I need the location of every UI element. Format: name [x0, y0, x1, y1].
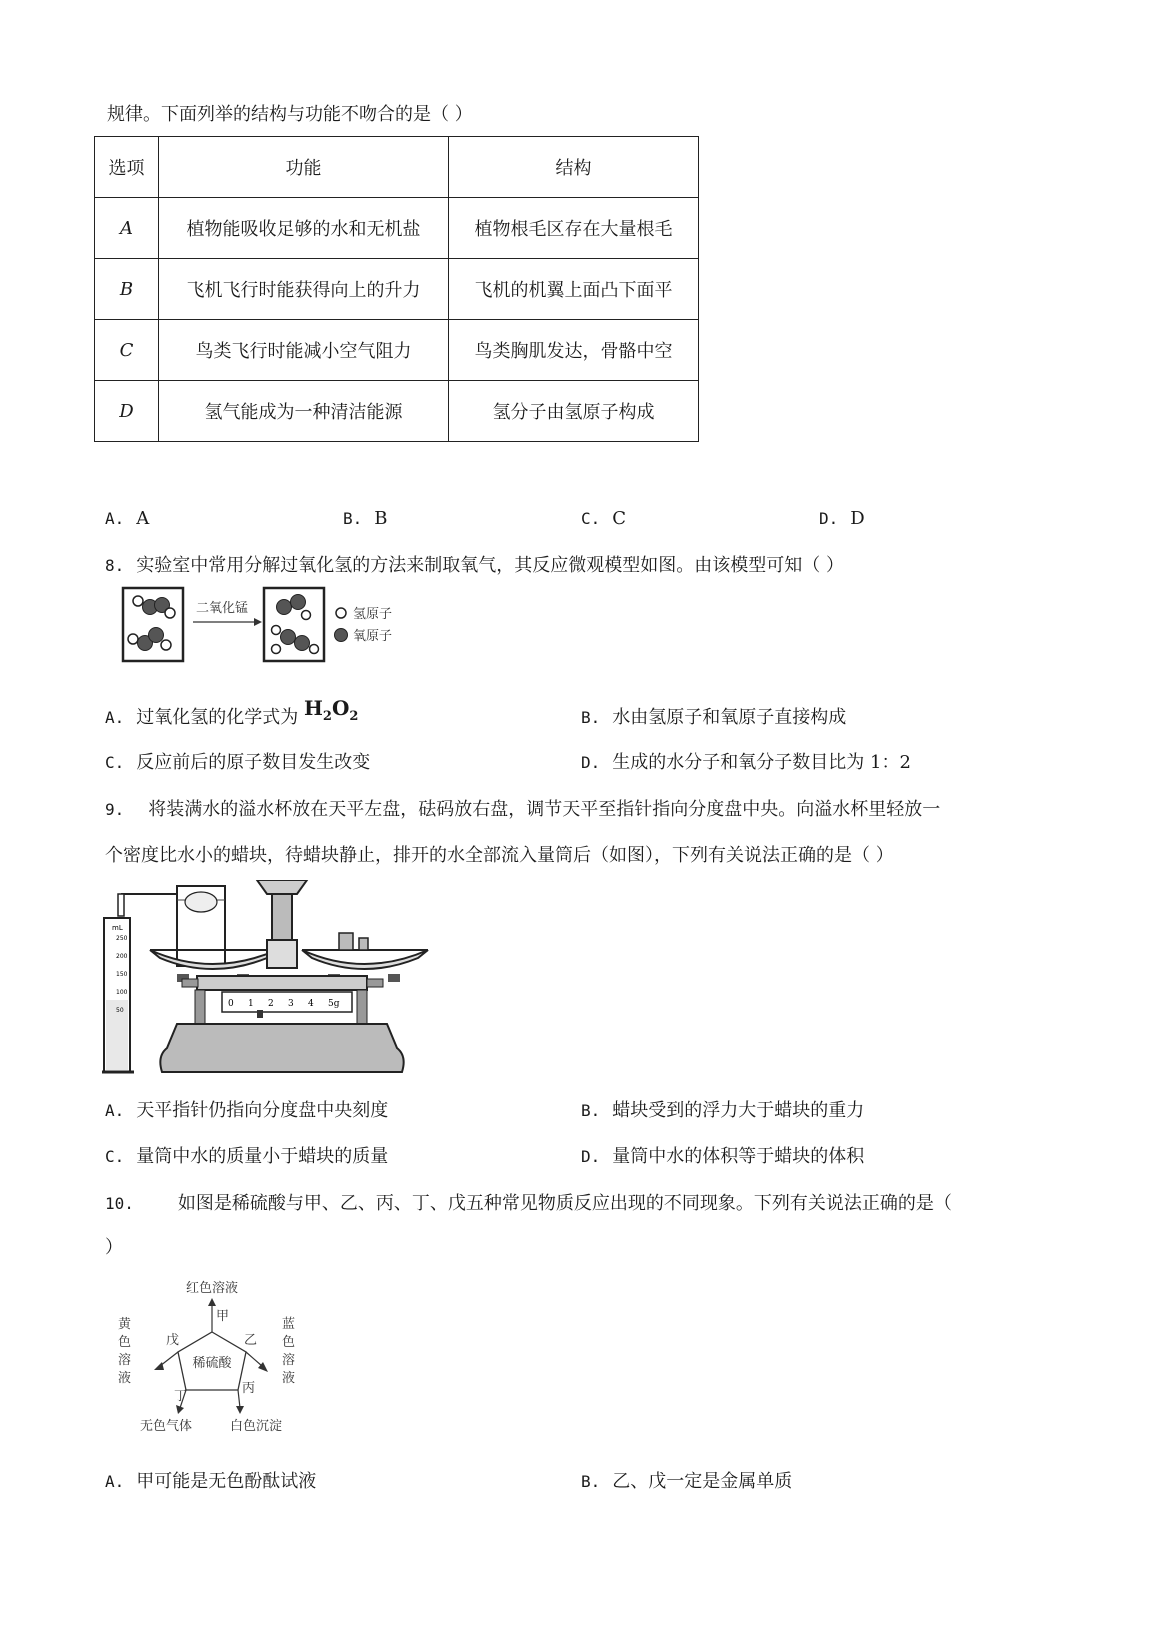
result-left-2: 色: [118, 1335, 132, 1350]
q8-option-c[interactable]: [105, 748, 370, 774]
option-text: 水由氢原子和氧原子直接构成: [612, 707, 847, 728]
table-row: [95, 259, 699, 320]
q9-option-b[interactable]: [581, 1096, 864, 1122]
q9-stem-line1: [105, 795, 940, 821]
question-text: 如图是稀硫酸与甲、乙、丙、丁、戊五种常见物质反应出现的不同现象。下列有关说法正确的是（: [177, 1193, 952, 1214]
result-bottom-left: 无色气体: [140, 1419, 193, 1434]
q10-option-b[interactable]: [581, 1467, 792, 1493]
q7-option-b[interactable]: [343, 508, 388, 529]
option-text: B: [374, 508, 388, 529]
question-number: 8.: [105, 556, 125, 575]
q9-option-a[interactable]: [105, 1096, 388, 1122]
table-cell-structure: 氢分子由氢原子构成: [449, 381, 699, 442]
table-header-row: [95, 137, 699, 198]
option-text: 量筒中水的质量小于蜡块的质量: [136, 1146, 389, 1167]
table-cell-letter: C: [95, 320, 159, 381]
q9-stem-line2: 个密度比水小的蜡块，待蜡块静止，排开的水全部流入量筒后（如图），下列有关说法正确的是（ ）: [105, 845, 894, 866]
q9-balance-diagram: [102, 880, 432, 1086]
scale-tick: 3: [288, 999, 294, 1009]
q9-option-d[interactable]: [581, 1142, 864, 1168]
q9-option-c[interactable]: [105, 1142, 388, 1168]
result-bottom-right: 白色沉淀: [230, 1419, 283, 1434]
q7-option-d[interactable]: [819, 508, 865, 529]
option-text: 生成的水分子和氧分子数目比为 1：2: [612, 752, 911, 773]
table-row: [95, 198, 699, 259]
center-label: 稀硫酸: [192, 1356, 232, 1371]
weight-small: [359, 938, 368, 950]
option-label: A.: [105, 708, 125, 727]
q8-option-a[interactable]: [105, 696, 359, 732]
legend-oxygen: 氧原子: [353, 629, 393, 644]
q7-table: [94, 136, 699, 442]
q8-option-d[interactable]: [581, 748, 911, 774]
scale-tick: 4: [308, 999, 314, 1009]
option-label: C.: [105, 1147, 125, 1166]
q8-stem: [105, 551, 844, 577]
option-label: C.: [581, 509, 601, 528]
cylinder-tick: 200: [116, 953, 128, 960]
cylinder-tick: 150: [116, 971, 128, 978]
option-text: 反应前后的原子数目发生改变: [136, 752, 371, 773]
option-label: D.: [581, 753, 601, 772]
option-label: C.: [105, 753, 125, 772]
cylinder-unit: mL: [112, 924, 123, 932]
table-cell-function: 飞机飞行时能获得向上的升力: [159, 259, 449, 320]
result-left-4: 液: [118, 1371, 132, 1386]
question-text: 将装满水的溢水杯放在天平左盘，砝码放右盘，调节天平至指针指向分度盘中央。向溢水杯里轻放一: [148, 799, 941, 820]
h2o2-formula: $H_2O_2$: [304, 696, 359, 724]
vertex-bing: 丙: [242, 1381, 256, 1396]
option-label: A.: [105, 509, 125, 528]
option-text: 蜡块受到的浮力大于蜡块的重力: [612, 1100, 865, 1121]
q8-reaction-diagram: [118, 585, 438, 667]
table-cell-letter: B: [95, 259, 159, 320]
vertex-ding: 丁: [174, 1389, 188, 1404]
vertex-yi: 乙: [244, 1333, 258, 1348]
option-text: C: [612, 508, 627, 529]
table-cell-letter: D: [95, 381, 159, 442]
q7-option-c[interactable]: [581, 508, 626, 529]
weight-large: [339, 933, 353, 950]
option-label: A.: [105, 1472, 125, 1491]
wax-block: [185, 892, 217, 912]
table-row: [95, 320, 699, 381]
option-text: 过氧化氢的化学式为: [136, 707, 299, 728]
result-right-3: 溶: [282, 1353, 296, 1368]
scale-tick: 2: [268, 999, 274, 1009]
option-text: 量筒中水的体积等于蜡块的体积: [612, 1146, 865, 1167]
q10-stem-line2: ）: [105, 1237, 123, 1258]
q7-option-a[interactable]: [105, 508, 149, 529]
cylinder-tick: 100: [116, 989, 128, 996]
q10-pentagon-diagram: [112, 1280, 312, 1440]
result-top: 红色溶液: [185, 1281, 239, 1296]
option-label: B.: [581, 708, 601, 727]
q8-option-b[interactable]: [581, 703, 846, 729]
q10-stem-line1: [105, 1189, 952, 1215]
table-header-cell: 选项: [95, 137, 159, 198]
cylinder-tick: 250: [116, 935, 128, 942]
vertex-jia: 甲: [216, 1309, 230, 1324]
vertex-wu: 戊: [166, 1333, 180, 1348]
table-cell-function: 鸟类飞行时能减小空气阻力: [159, 320, 449, 381]
table-header-cell: 功能: [159, 137, 449, 198]
hydrogen-atom-icon: [336, 608, 346, 618]
option-text: A: [136, 508, 150, 529]
option-text: D: [850, 508, 865, 529]
result-left-3: 溶: [118, 1353, 132, 1368]
oxygen-atom-icon: [335, 629, 348, 642]
option-label: B.: [343, 509, 363, 528]
question-number: 9.: [105, 800, 125, 819]
catalyst-label: 二氧化锰: [196, 601, 249, 616]
option-label: B.: [581, 1472, 601, 1491]
table-row: [95, 381, 699, 442]
table-header-cell: 结构: [449, 137, 699, 198]
result-left-1: 黄: [118, 1317, 132, 1332]
scale-tick: 1: [248, 999, 254, 1009]
option-label: D.: [819, 509, 839, 528]
q10-option-a[interactable]: [105, 1467, 316, 1493]
option-label: A.: [105, 1101, 125, 1120]
option-text: 天平指针仍指向分度盘中央刻度: [136, 1100, 389, 1121]
table-cell-letter: A: [95, 198, 159, 259]
q7-stem-tail: 规律。下面列举的结构与功能不吻合的是（ ）: [107, 104, 473, 125]
table-cell-structure: 植物根毛区存在大量根毛: [449, 198, 699, 259]
result-right-2: 色: [282, 1335, 296, 1350]
cylinder-tick: 50: [116, 1007, 124, 1014]
table-cell-function: 氢气能成为一种清洁能源: [159, 381, 449, 442]
scale-tick: 5g: [328, 999, 340, 1009]
result-right-4: 液: [282, 1371, 296, 1386]
table-cell-structure: 鸟类胸肌发达，骨骼中空: [449, 320, 699, 381]
option-text: 乙、戊一定是金属单质: [612, 1471, 793, 1492]
option-label: B.: [581, 1101, 601, 1120]
option-label: D.: [581, 1147, 601, 1166]
scale-tick: 0: [228, 999, 234, 1009]
table-cell-function: 植物能吸收足够的水和无机盐: [159, 198, 449, 259]
option-text: 甲可能是无色酚酞试液: [136, 1471, 317, 1492]
legend-hydrogen: 氢原子: [353, 607, 393, 622]
question-text: 实验室中常用分解过氧化氢的方法来制取氧气，其反应微观模型如图。由该模型可知（ ）: [136, 555, 844, 576]
table-cell-structure: 飞机的机翼上面凸下面平: [449, 259, 699, 320]
result-right-1: 蓝: [282, 1317, 296, 1332]
question-number: 10.: [105, 1194, 134, 1213]
